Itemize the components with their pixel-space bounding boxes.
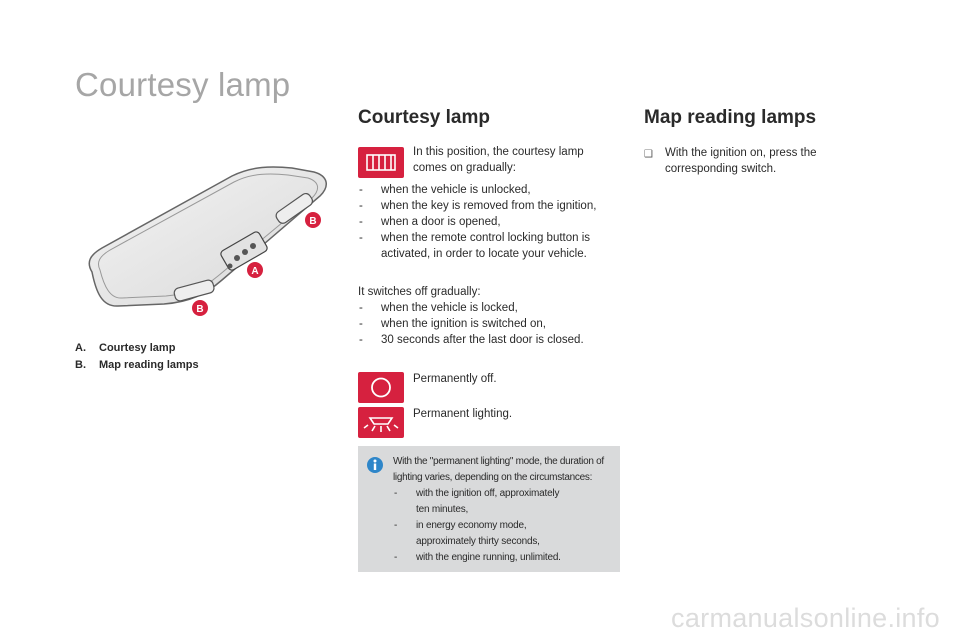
list-item: - when a door is opened, (358, 214, 620, 230)
list-item: - with the engine running, unlimited. (393, 550, 615, 566)
page-title: Courtesy lamp (75, 66, 291, 103)
callout-b-top (305, 212, 321, 228)
on-conditions-list (358, 182, 620, 246)
callout-a (247, 262, 263, 278)
list-item: - when the key is removed from the ignition, (358, 198, 620, 214)
watermark: carmanualsonline.info (671, 603, 940, 633)
info-note (358, 446, 620, 572)
callout-b-bottom (192, 300, 208, 316)
list-item: - when the remote control locking button is (358, 230, 620, 246)
list-item: - in energy economy mode, approximately thirty seconds, (393, 518, 615, 550)
list-item: - 30 seconds after the last door is closed. (358, 332, 620, 348)
svg-text:A: A (251, 266, 259, 277)
permanent-lighting-label: Permanent lighting. (413, 408, 513, 420)
on-conditions-continuation: activated, in order to locate your vehicle. (381, 248, 587, 260)
gradual-mode-switch-icon (358, 147, 404, 178)
svg-text:B: B (196, 304, 204, 315)
figure-legend (75, 340, 199, 374)
svg-text:B: B (309, 216, 317, 227)
note-list (393, 486, 615, 566)
lamp-off-icon (358, 372, 404, 403)
info-icon (366, 456, 384, 474)
gradual-intro: In this position, the courtesy lamp comes on gradually: (413, 146, 584, 174)
lamp-on-icon (358, 407, 404, 438)
note-intro: With the "permanent lighting" mode, the duration of lighting varies, depending on the circumstances: (393, 456, 604, 483)
list-item: - with the ignition off, approximately ten minutes, (393, 486, 615, 518)
legend-item: B. Map reading lamps (75, 359, 199, 371)
off-conditions-list (358, 300, 620, 348)
list-item: - when the vehicle is locked, (358, 300, 620, 316)
list-item: - when the vehicle is unlocked, (358, 182, 620, 198)
courtesy-lamp-heading: Courtesy lamp (358, 107, 490, 128)
checkbox-bullet-icon: ❑ (644, 149, 653, 160)
off-intro: It switches off gradually: (358, 286, 481, 298)
map-lamps-heading: Map reading lamps (644, 107, 817, 128)
legend-item: A. Courtesy lamp (75, 342, 176, 354)
map-lamps-instruction: ❑ With the ignition on, press the corresponding switch. (644, 147, 817, 175)
roof-console-illustration (82, 162, 332, 332)
permanently-off-label: Permanently off. (413, 373, 497, 385)
list-item: - when the ignition is switched on, (358, 316, 620, 332)
